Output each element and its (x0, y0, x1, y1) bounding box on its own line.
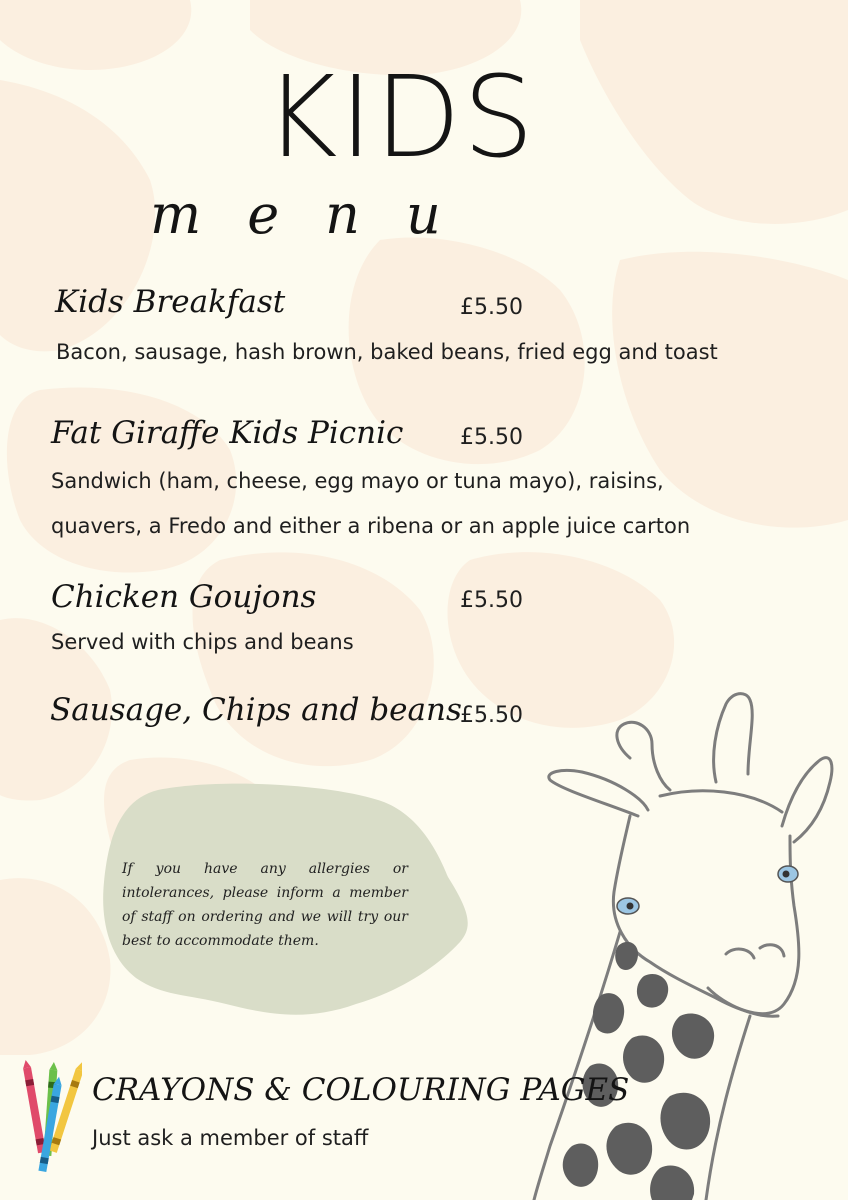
menu-item-price: £5.50 (460, 425, 523, 450)
menu-item-name: Fat Giraffe Kids Picnic (51, 415, 404, 451)
menu-item-name: Kids Breakfast (55, 284, 286, 320)
crayons-subtitle: Just ask a member of staff (92, 1126, 369, 1150)
menu-title: KIDS (264, 53, 536, 183)
menu-item-description: quavers, a Fredo and either a ribena or an apple juice carton (51, 514, 691, 538)
giraffe-illustration (520, 686, 848, 1200)
menu-item-price: £5.50 (460, 588, 523, 613)
crayons-title: CRAYONS & COLOURING PAGES (92, 1072, 630, 1108)
menu-item-description: Served with chips and beans (51, 630, 354, 654)
menu-item-price: £5.50 (460, 703, 523, 728)
menu-subtitle: menu (150, 183, 487, 246)
crayons-icon (22, 1058, 82, 1176)
menu-item-description: Sandwich (ham, cheese, egg mayo or tuna mayo), raisins, (51, 469, 664, 493)
menu-item-description: Bacon, sausage, hash brown, baked beans, fried egg and toast (56, 340, 718, 364)
menu-item-name: Sausage, Chips and beans (50, 692, 462, 728)
allergy-note: If you have any allergies or intolerances, please inform a member of staff on ordering and we will try our best to accommodate them. (122, 861, 408, 949)
menu-item-price: £5.50 (460, 295, 523, 320)
menu-item-name: Chicken Goujons (51, 579, 317, 615)
